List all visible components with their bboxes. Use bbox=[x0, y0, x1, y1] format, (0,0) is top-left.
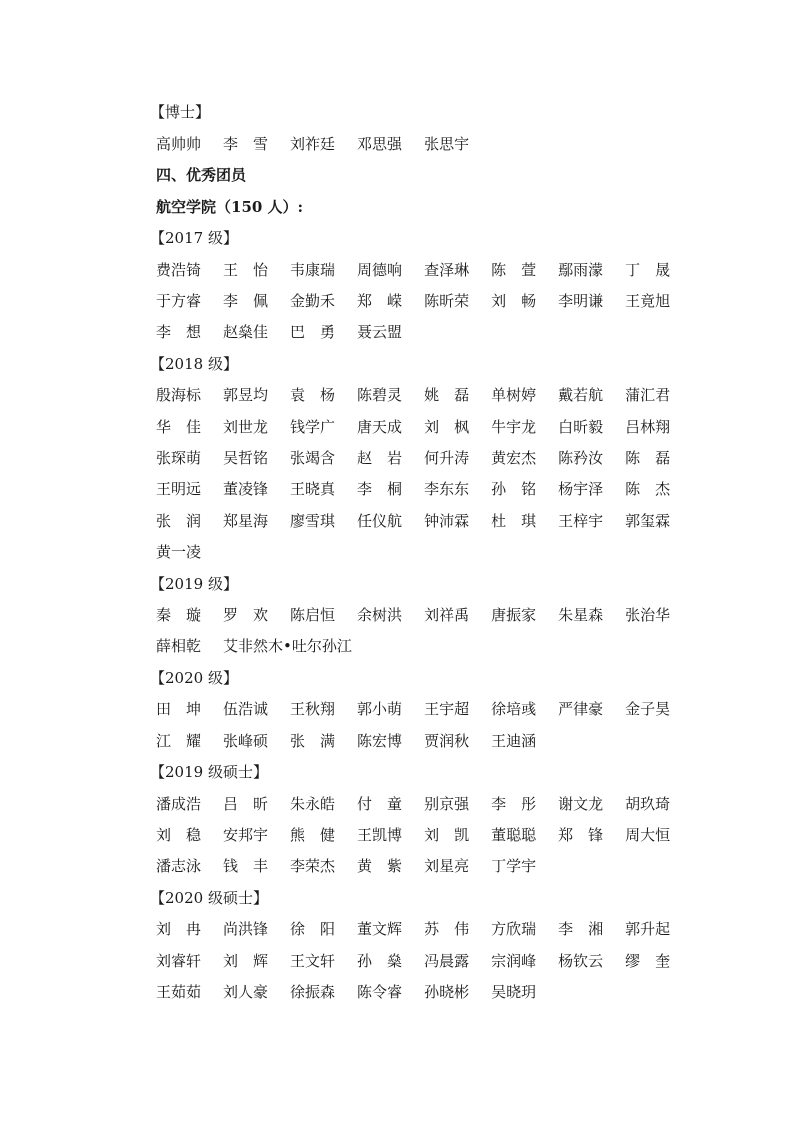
grade-heading: 【2020 级硕士】 bbox=[150, 889, 268, 907]
person-name: 刘 冉 bbox=[156, 920, 202, 938]
name-row bbox=[156, 385, 692, 405]
person-name: 邓思强 bbox=[357, 135, 403, 153]
name-row bbox=[156, 919, 692, 939]
person-name: 潘志泳 bbox=[156, 857, 202, 875]
person-name: 张峰硕 bbox=[223, 732, 269, 750]
person-name: 吕林翔 bbox=[625, 418, 671, 436]
name-row bbox=[156, 322, 424, 342]
name-row bbox=[156, 134, 491, 154]
person-name: 徐 阳 bbox=[290, 920, 336, 938]
person-name: 周大恒 bbox=[625, 826, 671, 844]
grade-heading: 【2019 级】 bbox=[150, 575, 238, 593]
person-name: 杨钦云 bbox=[558, 952, 604, 970]
name-row bbox=[156, 479, 692, 499]
person-name: 秦 璇 bbox=[156, 606, 202, 624]
person-name: 贾润秋 bbox=[424, 732, 470, 750]
grade-heading: 【2017 级】 bbox=[150, 229, 238, 247]
person-name: 黄宏杰 bbox=[491, 449, 537, 467]
name-row bbox=[156, 982, 558, 1002]
person-name: 缪 奎 bbox=[625, 952, 671, 970]
person-name: 任仪航 bbox=[357, 512, 403, 530]
person-name: 赵燊佳 bbox=[223, 323, 269, 341]
name-row bbox=[156, 260, 692, 280]
person-name: 伍浩诚 bbox=[223, 700, 269, 718]
person-name: 戴若航 bbox=[558, 386, 604, 404]
person-name: 刘人豪 bbox=[223, 983, 269, 1001]
person-name: 李 桐 bbox=[357, 480, 403, 498]
person-name: 刘星亮 bbox=[424, 857, 470, 875]
person-name: 宗润峰 bbox=[491, 952, 537, 970]
name-row bbox=[156, 856, 558, 876]
grade-heading: 【2019 级硕士】 bbox=[150, 763, 268, 781]
name-row bbox=[156, 542, 223, 562]
person-name: 陈碧灵 bbox=[357, 386, 403, 404]
person-name: 王秋翔 bbox=[290, 700, 336, 718]
person-name: 殷海标 bbox=[156, 386, 202, 404]
name-row bbox=[156, 699, 692, 719]
person-name: 丁学宇 bbox=[491, 857, 537, 875]
person-name: 华 佳 bbox=[156, 418, 202, 436]
person-name: 唐天成 bbox=[357, 418, 403, 436]
person-name: 袁 杨 bbox=[290, 386, 336, 404]
person-name: 王凯博 bbox=[357, 826, 403, 844]
person-name: 陈 萱 bbox=[491, 261, 537, 279]
person-name: 王茹茹 bbox=[156, 983, 202, 1001]
name-row bbox=[156, 291, 692, 311]
person-name: 钱 丰 bbox=[223, 857, 269, 875]
person-name: 朱星森 bbox=[558, 606, 604, 624]
person-name: 胡玖琦 bbox=[625, 795, 671, 813]
person-name: 张治华 bbox=[625, 606, 671, 624]
person-name: 单树婷 bbox=[491, 386, 537, 404]
person-name: 江 耀 bbox=[156, 732, 202, 750]
person-name: 郭升起 bbox=[625, 920, 671, 938]
person-name: 李 彤 bbox=[491, 795, 537, 813]
person-name: 王迪涵 bbox=[491, 732, 537, 750]
person-name: 刘世龙 bbox=[223, 418, 269, 436]
person-name: 陈 磊 bbox=[625, 449, 671, 467]
grade-heading: 【2018 级】 bbox=[150, 355, 238, 373]
person-name: 艾非然木•吐尔孙江 bbox=[223, 637, 352, 655]
person-name: 徐振森 bbox=[290, 983, 336, 1001]
section-heading: 四、优秀团员 bbox=[156, 166, 247, 184]
person-name: 刘 凯 bbox=[424, 826, 470, 844]
person-name: 赵 岩 bbox=[357, 449, 403, 467]
person-name: 杨宇泽 bbox=[558, 480, 604, 498]
name-row bbox=[156, 605, 692, 625]
person-name: 陈 杰 bbox=[625, 480, 671, 498]
person-name: 张琛萌 bbox=[156, 449, 202, 467]
person-name: 何升涛 bbox=[424, 449, 470, 467]
name-row bbox=[156, 636, 374, 656]
person-name: 聂云盟 bbox=[357, 323, 403, 341]
person-name: 吕 昕 bbox=[223, 795, 269, 813]
name-row bbox=[156, 448, 692, 468]
name-row bbox=[156, 794, 692, 814]
person-name: 金勤禾 bbox=[290, 292, 336, 310]
name-row bbox=[156, 731, 558, 751]
person-name: 李 佩 bbox=[223, 292, 269, 310]
person-name: 钟沛霖 bbox=[424, 512, 470, 530]
person-name: 孙晓彬 bbox=[424, 983, 470, 1001]
person-name: 董文辉 bbox=[357, 920, 403, 938]
person-name: 白昕毅 bbox=[558, 418, 604, 436]
person-name: 陈昕荣 bbox=[424, 292, 470, 310]
person-name: 丁 晟 bbox=[625, 261, 671, 279]
person-name: 郭玺霖 bbox=[625, 512, 671, 530]
person-name: 李荣杰 bbox=[290, 857, 336, 875]
grade-heading: 【2020 级】 bbox=[150, 669, 238, 687]
person-name: 李明谦 bbox=[558, 292, 604, 310]
person-name: 周德响 bbox=[357, 261, 403, 279]
person-name: 王晓真 bbox=[290, 480, 336, 498]
person-name: 王竟旭 bbox=[625, 292, 671, 310]
person-name: 王文轩 bbox=[290, 952, 336, 970]
name-row bbox=[156, 825, 692, 845]
person-name: 牛宇龙 bbox=[491, 418, 537, 436]
person-name: 董凌锋 bbox=[223, 480, 269, 498]
name-row bbox=[156, 511, 692, 531]
person-name: 李东东 bbox=[424, 480, 470, 498]
person-name: 苏 伟 bbox=[424, 920, 470, 938]
person-name: 薛相乾 bbox=[156, 637, 202, 655]
person-name: 郑 嵘 bbox=[357, 292, 403, 310]
person-name: 董聪聪 bbox=[491, 826, 537, 844]
person-name: 陈令睿 bbox=[357, 983, 403, 1001]
person-name: 冯晨露 bbox=[424, 952, 470, 970]
person-name: 李 雪 bbox=[223, 135, 269, 153]
person-name: 陈宏博 bbox=[357, 732, 403, 750]
person-name: 韦康瑞 bbox=[290, 261, 336, 279]
person-name: 唐振家 bbox=[491, 606, 537, 624]
person-name: 钱学广 bbox=[290, 418, 336, 436]
person-name: 刘祚廷 bbox=[290, 135, 336, 153]
person-name: 姚 磊 bbox=[424, 386, 470, 404]
person-name: 郭小萌 bbox=[357, 700, 403, 718]
person-name: 谢文龙 bbox=[558, 795, 604, 813]
person-name: 尚洪锋 bbox=[223, 920, 269, 938]
person-name: 于方睿 bbox=[156, 292, 202, 310]
person-name: 蒲汇君 bbox=[625, 386, 671, 404]
person-name: 廖雪琪 bbox=[290, 512, 336, 530]
person-name: 安邦宇 bbox=[223, 826, 269, 844]
person-name: 王明远 bbox=[156, 480, 202, 498]
person-name: 刘 稳 bbox=[156, 826, 202, 844]
person-name: 付 童 bbox=[357, 795, 403, 813]
person-name: 王 怡 bbox=[223, 261, 269, 279]
person-name: 王宇超 bbox=[424, 700, 470, 718]
person-name: 鄢雨濛 bbox=[558, 261, 604, 279]
person-name: 余树洪 bbox=[357, 606, 403, 624]
grade-heading: 【博士】 bbox=[150, 103, 211, 121]
person-name: 刘睿轩 bbox=[156, 952, 202, 970]
person-name: 郑 锋 bbox=[558, 826, 604, 844]
person-name: 高帅帅 bbox=[156, 135, 202, 153]
person-name: 李 湘 bbox=[558, 920, 604, 938]
person-name: 严律豪 bbox=[558, 700, 604, 718]
person-name: 陈矜汝 bbox=[558, 449, 604, 467]
person-name: 黄一凌 bbox=[156, 543, 202, 561]
person-name: 熊 健 bbox=[290, 826, 336, 844]
person-name: 张 润 bbox=[156, 512, 202, 530]
person-name: 查泽琳 bbox=[424, 261, 470, 279]
person-name: 罗 欢 bbox=[223, 606, 269, 624]
section-heading: 航空学院（150 人）: bbox=[156, 198, 304, 216]
person-name: 刘祥禹 bbox=[424, 606, 470, 624]
person-name: 方欣瑞 bbox=[491, 920, 537, 938]
person-name: 别京强 bbox=[424, 795, 470, 813]
person-name: 孙 燊 bbox=[357, 952, 403, 970]
person-name: 陈启恒 bbox=[290, 606, 336, 624]
person-name: 刘 辉 bbox=[223, 952, 269, 970]
name-row bbox=[156, 417, 692, 437]
person-name: 吴哲铭 bbox=[223, 449, 269, 467]
person-name: 朱永皓 bbox=[290, 795, 336, 813]
name-row bbox=[156, 951, 692, 971]
person-name: 潘成浩 bbox=[156, 795, 202, 813]
person-name: 王梓宇 bbox=[558, 512, 604, 530]
person-name: 巴 勇 bbox=[290, 323, 336, 341]
person-name: 郭昱均 bbox=[223, 386, 269, 404]
person-name: 郑星海 bbox=[223, 512, 269, 530]
person-name: 黄 紫 bbox=[357, 857, 403, 875]
person-name: 张思宇 bbox=[424, 135, 470, 153]
person-name: 杜 琪 bbox=[491, 512, 537, 530]
person-name: 张 满 bbox=[290, 732, 336, 750]
person-name: 金子昊 bbox=[625, 700, 671, 718]
person-name: 刘 畅 bbox=[491, 292, 537, 310]
person-name: 徐培彧 bbox=[491, 700, 537, 718]
person-name: 田 坤 bbox=[156, 700, 202, 718]
person-name: 刘 枫 bbox=[424, 418, 470, 436]
person-name: 吴晓玥 bbox=[491, 983, 537, 1001]
person-name: 费浩锜 bbox=[156, 261, 202, 279]
person-name: 李 想 bbox=[156, 323, 202, 341]
person-name: 张竭含 bbox=[290, 449, 336, 467]
person-name: 孙 铭 bbox=[491, 480, 537, 498]
